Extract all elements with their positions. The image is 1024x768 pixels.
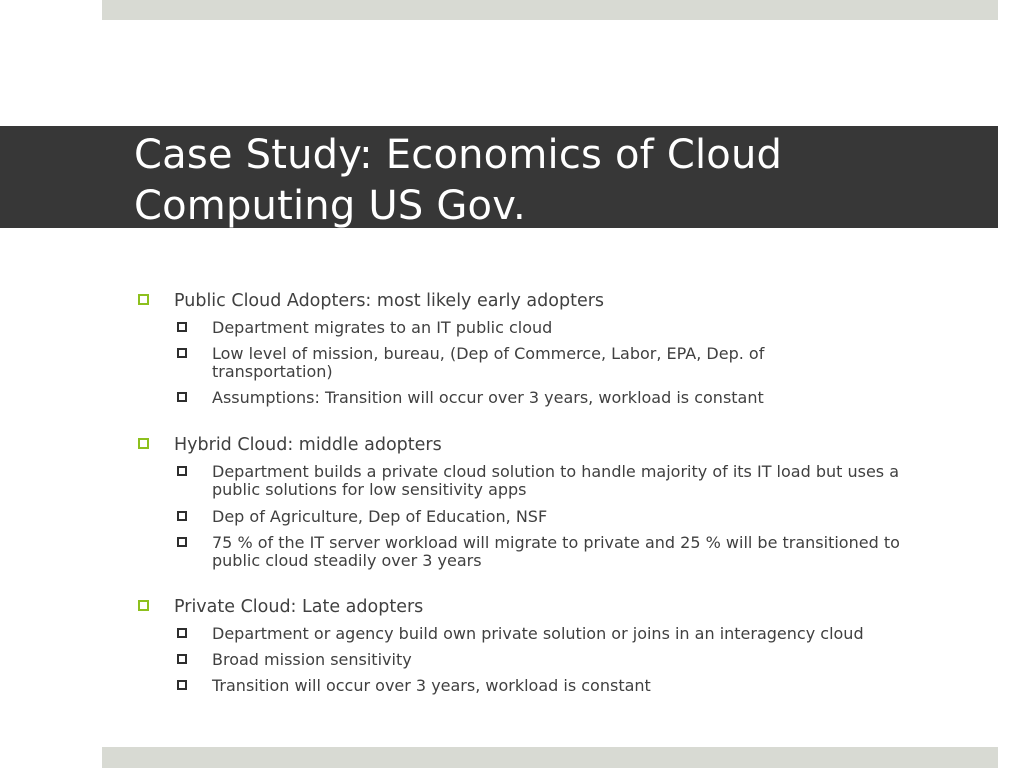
square-bullet-icon [138,294,149,305]
list-item: Dep of Agriculture, Dep of Education, NSF [212,507,548,526]
square-bullet-icon [177,654,187,664]
square-bullet-icon [177,680,187,690]
list-item: 75 % of the IT server workload will migrate to private and 25 % will be transitioned to [212,533,900,552]
slide-title-line-1: Case Study: Economics of Cloud [134,132,783,178]
list-item-continuation: public solutions for low sensitivity apps [212,480,527,499]
square-bullet-icon [177,392,187,402]
section-heading: Public Cloud Adopters: most likely early adopters [174,291,605,311]
list-item: Transition will occur over 3 years, workload is constant [212,676,651,695]
list-item: Department or agency build own private solution or joins in an interagency cloud [212,624,864,643]
square-bullet-icon [177,322,187,332]
section-heading: Private Cloud: Late adopters [174,597,424,617]
list-item: Department migrates to an IT public cloud [212,318,553,337]
bottom-decor-bar [102,747,998,768]
square-bullet-icon [138,600,149,611]
square-bullet-icon [177,511,187,521]
square-bullet-icon [138,438,149,449]
square-bullet-icon [177,466,187,476]
square-bullet-icon [177,537,187,547]
list-item: Department builds a private cloud solution to handle majority of its IT load but uses a [212,462,900,481]
list-item: Low level of mission, bureau, (Dep of Commerce, Labor, EPA, Dep. of [212,344,765,363]
list-item: Broad mission sensitivity [212,650,412,669]
slide-title-line-2: Computing US Gov. [134,183,526,228]
section-heading: Hybrid Cloud: middle adopters [174,435,442,455]
square-bullet-icon [177,348,187,358]
list-item: Assumptions: Transition will occur over 3 years, workload is constant [212,388,764,407]
list-item-continuation: transportation) [212,362,333,381]
list-item-continuation: public cloud steadily over 3 years [212,551,482,570]
square-bullet-icon [177,628,187,638]
